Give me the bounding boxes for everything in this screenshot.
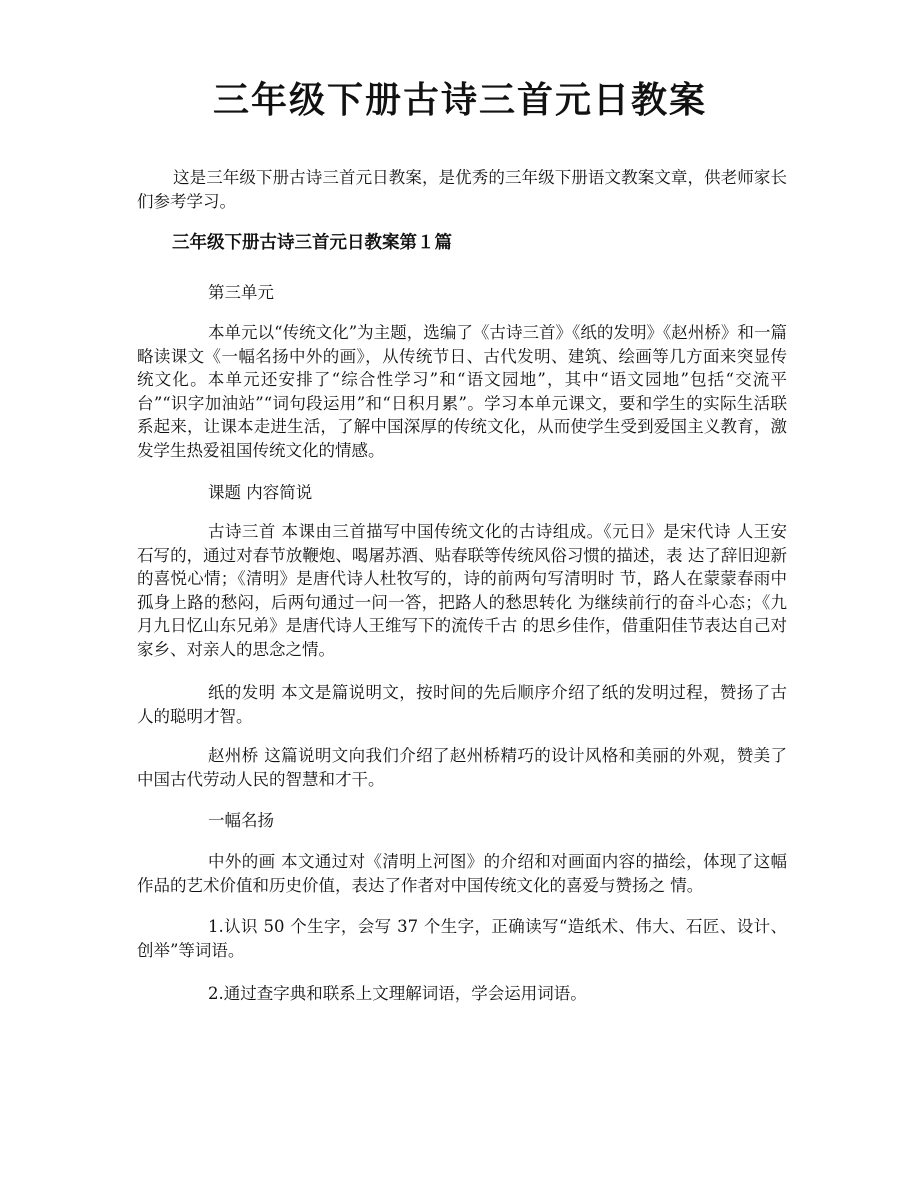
lesson-painting-label: 一幅名扬 xyxy=(208,811,274,830)
intro-paragraph: 这是三年级下册古诗三首元日教案，是优秀的三年级下册语文教案文章，供老师家长们参考学习。 xyxy=(137,168,787,211)
lesson-poems-paragraph: 古诗三首 本课由三首描写中国传统文化的古诗组成。《元日》是宋代诗 人王安石写的，通过对春节放鞭炮、喝屠苏酒、贴春联等传统风俗习惯的描述，表 达了辞旧迎新的喜悦心情；《清明》是唐代诗人杜牧写的，诗的前两句写清明时 节，路人在蒙蒙春雨中孤身上路的愁闷，后两句通过一问一答，把路人的愁思转化 为继续前行的奋斗心态；《九月九日忆山东兄弟》是唐代诗人王维写下的流传千古 的思乡佳作，借重阳佳节表达自己对家乡、对亲人的思念之情。 xyxy=(137,522,787,659)
lesson-summary-label: 课题 内容简说 xyxy=(208,483,313,502)
objective-1-paragraph: 1.认识 50 个生字，会写 37 个生字，正确读写“造纸术、伟大、石匠、设计、创举”等词语。 xyxy=(137,917,787,960)
section-heading: 三年级下册古诗三首元日教案第１篇 xyxy=(172,233,452,253)
lesson-painting-paragraph: 中外的画 本文通过对《清明上河图》的介绍和对画面内容的描绘，体现了这幅作品的艺术价值和历史价值，表达了作者对中国传统文化的喜爱与赞扬之 情。 xyxy=(137,852,787,895)
lesson-bridge-paragraph: 赵州桥 这篇说明文向我们介绍了赵州桥精巧的设计风格和美丽的外观，赞美了中国古代劳动人民的智慧和才干。 xyxy=(137,746,787,789)
unit-description-paragraph: 本单元以“传统文化”为主题，选编了《古诗三首》《纸的发明》《赵州桥》和一篇略读课文《一幅名扬中外的画》，从传统节日、古代发明、建筑、绘画等几方面来突显传统文化。本单元还安排了“综合性学习”和“语文园地”，其中“语文园地”包括“交流平台”“识字加油站”“词句段运用”和“日积月累”。学习本单元课文，要和学生的实际生活联系起来，让课本走进生活，了解中国深厚的传统文化，从而使学生受到爱国主义教育，激发学生热爱祖国传统文化的情感。 xyxy=(137,323,787,460)
lesson-paper-paragraph: 纸的发明 本文是篇说明文，按时间的先后顺序介绍了纸的发明过程，赞扬了古人的聪明才智。 xyxy=(137,683,787,726)
objective-2-paragraph: 2.通过查字典和联系上文理解词语，学会运用词语。 xyxy=(208,984,587,1003)
document-title: 三年级下册古诗三首元日教案 xyxy=(212,79,707,121)
unit-label: 第三单元 xyxy=(208,283,274,302)
